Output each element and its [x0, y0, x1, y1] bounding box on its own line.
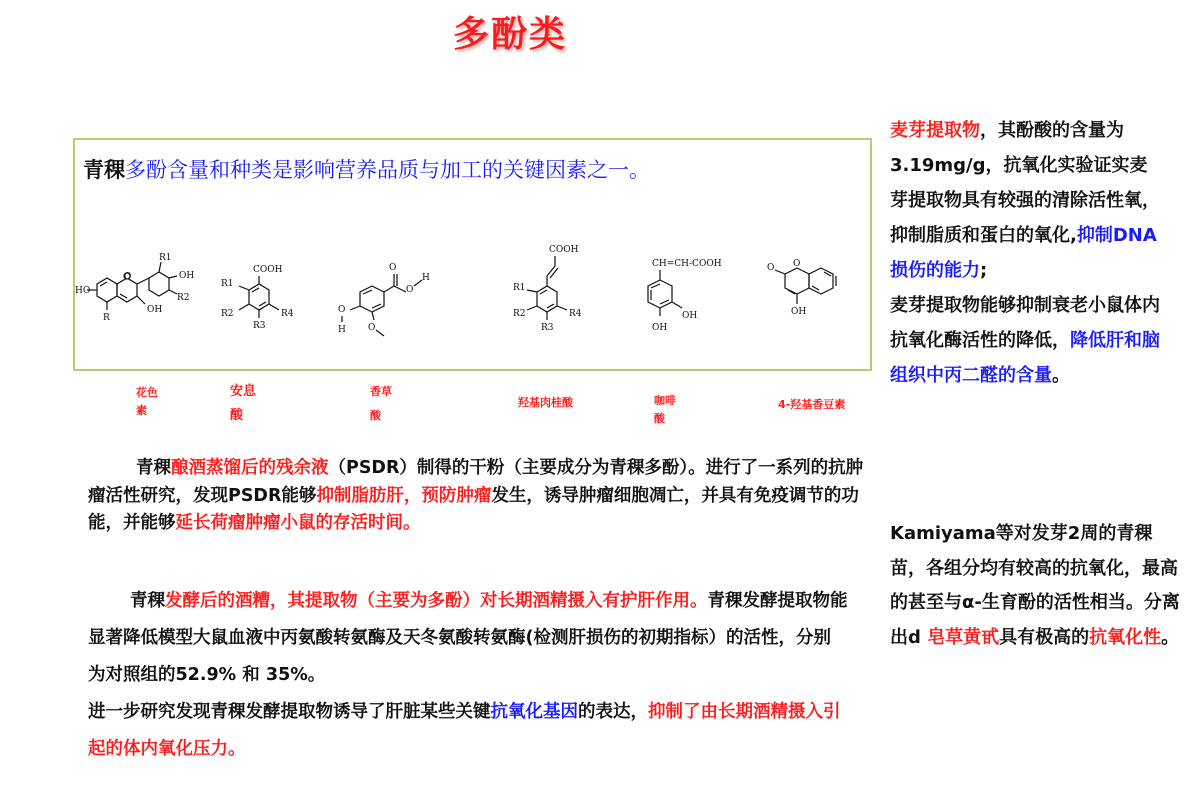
r4-label: R4 — [281, 309, 294, 319]
side-note-kamiyama: Kamiyama等对发芽2周的青稞苗，各组分均有较高的抗氧化，最高的甚至与α-生育酚的活性相当。分离出d 皂草黄甙具有极高的抗氧化性。 — [890, 523, 1180, 648]
o-label: O — [389, 263, 397, 273]
o-label: O — [406, 285, 414, 295]
oh-label: OH — [147, 305, 163, 315]
r2-label: R2 — [513, 309, 526, 319]
vanillic-acid-structure — [330, 252, 450, 342]
r1-label: R1 — [221, 279, 234, 289]
heading-lead: 青稞 — [83, 158, 125, 182]
caption-hydroxycoumarin: 4-羟基香豆素 — [778, 398, 846, 411]
cooh-label: COOH — [253, 265, 283, 275]
oh-label: OH — [791, 307, 807, 317]
caption-caffeic-acid: 咖啡 酸 — [654, 394, 676, 425]
oh-label: OH — [652, 323, 668, 333]
o-label: O — [368, 323, 376, 333]
r1-label: R1 — [159, 253, 172, 263]
anthocyanidin-structure — [75, 252, 205, 342]
caption-hydroxycinnamic-acid: 羟基肉桂酸 — [518, 396, 573, 409]
cooh-label: COOH — [549, 245, 579, 255]
oh-label: OH — [179, 271, 195, 281]
box-heading — [83, 154, 650, 184]
caption-anthocyanidin: 花色 素 — [136, 386, 158, 417]
o-label: O — [793, 259, 801, 269]
caption-vanillic-acid: 香草 酸 — [370, 385, 392, 422]
side-note-malt-extract: 麦芽提取物，其酚酸的含量为3.19mg/g，抗氧化实验证实麦芽提取物具有较强的清除活性氧，抑制脂质和蛋白的氧化,抑制DNA损伤的能力; 麦芽提取物能够抑制衰老小鼠体内抗氧化酶活性的降低，降低肝和脑组织中丙二醛的含量。 — [890, 120, 1160, 386]
polyphenol-structures-box — [73, 138, 872, 371]
r3-label: R3 — [541, 323, 554, 333]
ho-label: HO — [75, 286, 91, 296]
h-label: H — [422, 273, 430, 283]
h-label: H — [338, 325, 346, 335]
o-label: O — [767, 263, 775, 273]
caffeic-acid-structure — [630, 252, 760, 352]
oh-label: OH — [682, 311, 698, 321]
vinyl-cooh-label: CH=CH-COOH — [652, 259, 722, 269]
paragraph-psdr: 青稞酿酒蒸馏后的残余液（PSDR）制得的干粉（主要成分为青稞多酚）。进行了一系列的抗肿瘤活性研究，发现PSDR能够抑制脂肪肝，预防肿瘤发生，诱导肿瘤细胞凋亡，并具有免疫调节的功能，并能够延长荷瘤肿瘤小鼠的存活时间。 — [88, 458, 864, 533]
caption-benzoic-acid: 安息 酸 — [230, 384, 257, 423]
slide-title: 多酚类 — [452, 14, 567, 55]
hydroxycinnamic-acid-structure — [505, 240, 615, 350]
hydroxycoumarin-structure — [765, 252, 865, 352]
paragraph-fermentation: 青稞发酵后的酒糟，其提取物（主要为多酚）对长期酒精摄入有护肝作用。青稞发酵提取物能显著降低模型大鼠血液中丙氨酸转氨酶及天冬氨酸转氨酶(检测肝损伤的初期指标）的活性，分别为对照组的52.9% 和 35%。 进一步研究发现青稞发酵提取物诱导了肝脏某些关键抗氧化基因的表达，抑制了由长期酒精摄入引起的体内氧化压力。 — [88, 591, 848, 759]
r1-label: R1 — [513, 283, 526, 293]
r2-label: R2 — [177, 293, 190, 303]
r-label: R — [103, 313, 110, 323]
benzoic-acid-structure — [215, 260, 305, 350]
r2-label: R2 — [221, 309, 234, 319]
heading-rest: 多酚含量和种类是影响营养品质与加工的关键因素之一。 — [125, 158, 650, 182]
o-label: O — [338, 305, 346, 315]
o-label: O — [124, 272, 132, 282]
r4-label: R4 — [569, 309, 582, 319]
r3-label: R3 — [253, 321, 266, 331]
